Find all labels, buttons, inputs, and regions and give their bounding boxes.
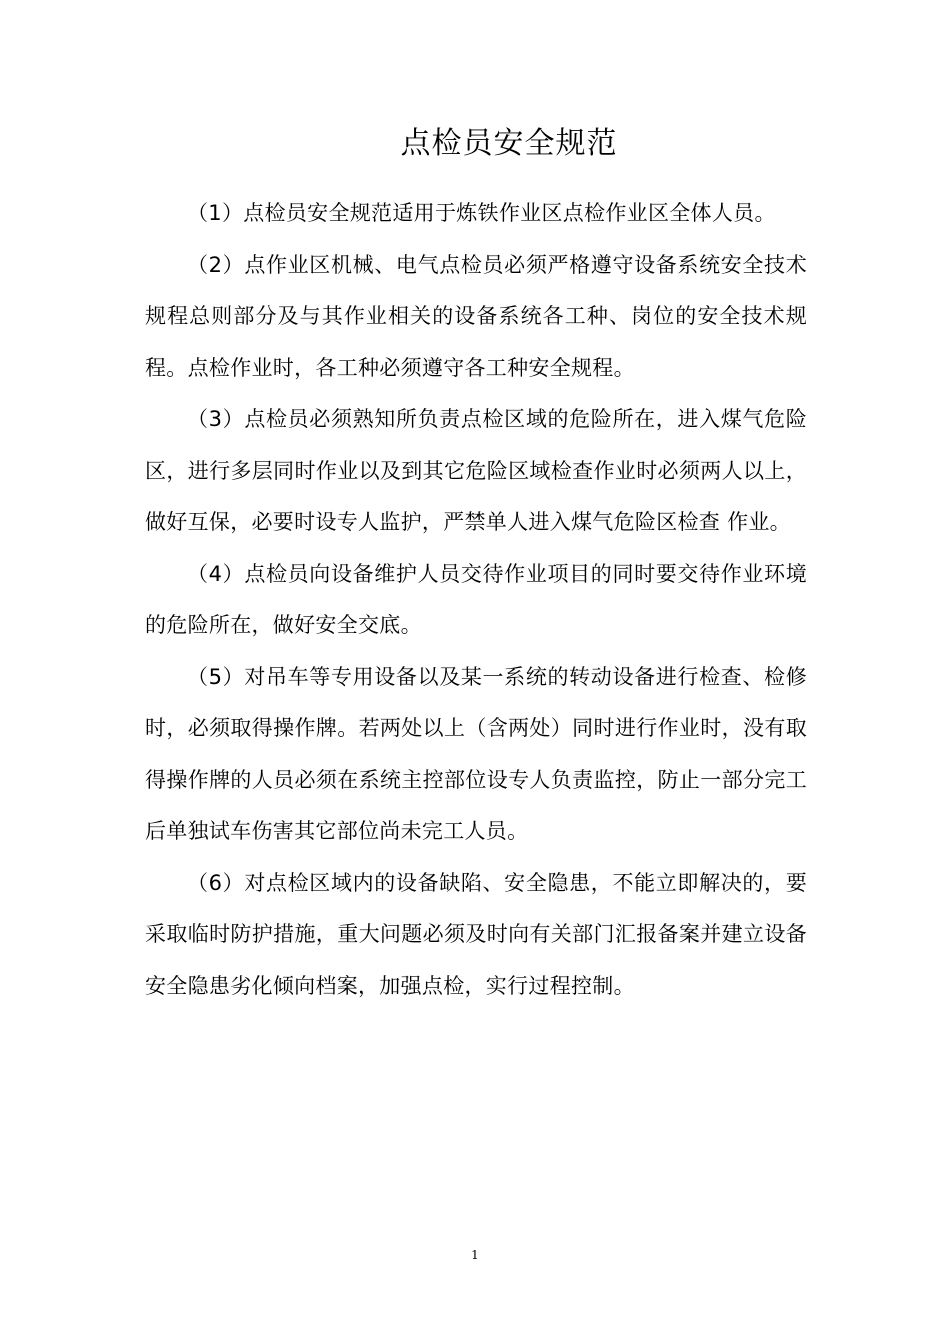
paragraph-2: （2）点作业区机械、电气点检员必须严格遵守设备系统安全技术规程总则部分及与其作业相关的设备系统各工种、岗位的安全技术规程。点检作业时，各工种必须遵守各工种安全规程。 <box>145 252 807 380</box>
paragraph-4: （4）点检员向设备维护人员交待作业项目的同时要交待作业环境的危险所在，做好安全交底。 <box>145 561 807 637</box>
paragraph-5: （5）对吊车等专用设备以及某一系统的转动设备进行检查、检修时，必须取得操作牌。若两处以上（含两处）同时进行作业时，没有取得操作牌的人员必须在系统主控部位设专人负责监控，防止一部分完工后单独试车伤害其它部位尚未完工人员。 <box>145 664 807 843</box>
document-body <box>145 188 807 1012</box>
paragraph-3: （3）点检员必须熟知所负责点检区域的危险所在，进入煤气危险区，进行多层同时作业以及到其它危险区域检查作业时必须两人以上，做好互保，必要时设专人监护，严禁单人进入煤气危险区检查 作业。 <box>145 407 807 534</box>
paragraph-6: （6）对点检区域内的设备缺陷、安全隐患，不能立即解决的，要采取临时防护措施，重大问题必须及时向有关部门汇报备案并建立设备安全隐患劣化倾向档案，加强点检，实行过程控制。 <box>145 870 807 998</box>
page-number: 1 <box>471 1248 479 1262</box>
document-title: 点检员安全规范 <box>400 126 618 161</box>
paragraph-1: （1）点检员安全规范适用于炼铁作业区点检作业区全体人员。 <box>187 201 776 225</box>
